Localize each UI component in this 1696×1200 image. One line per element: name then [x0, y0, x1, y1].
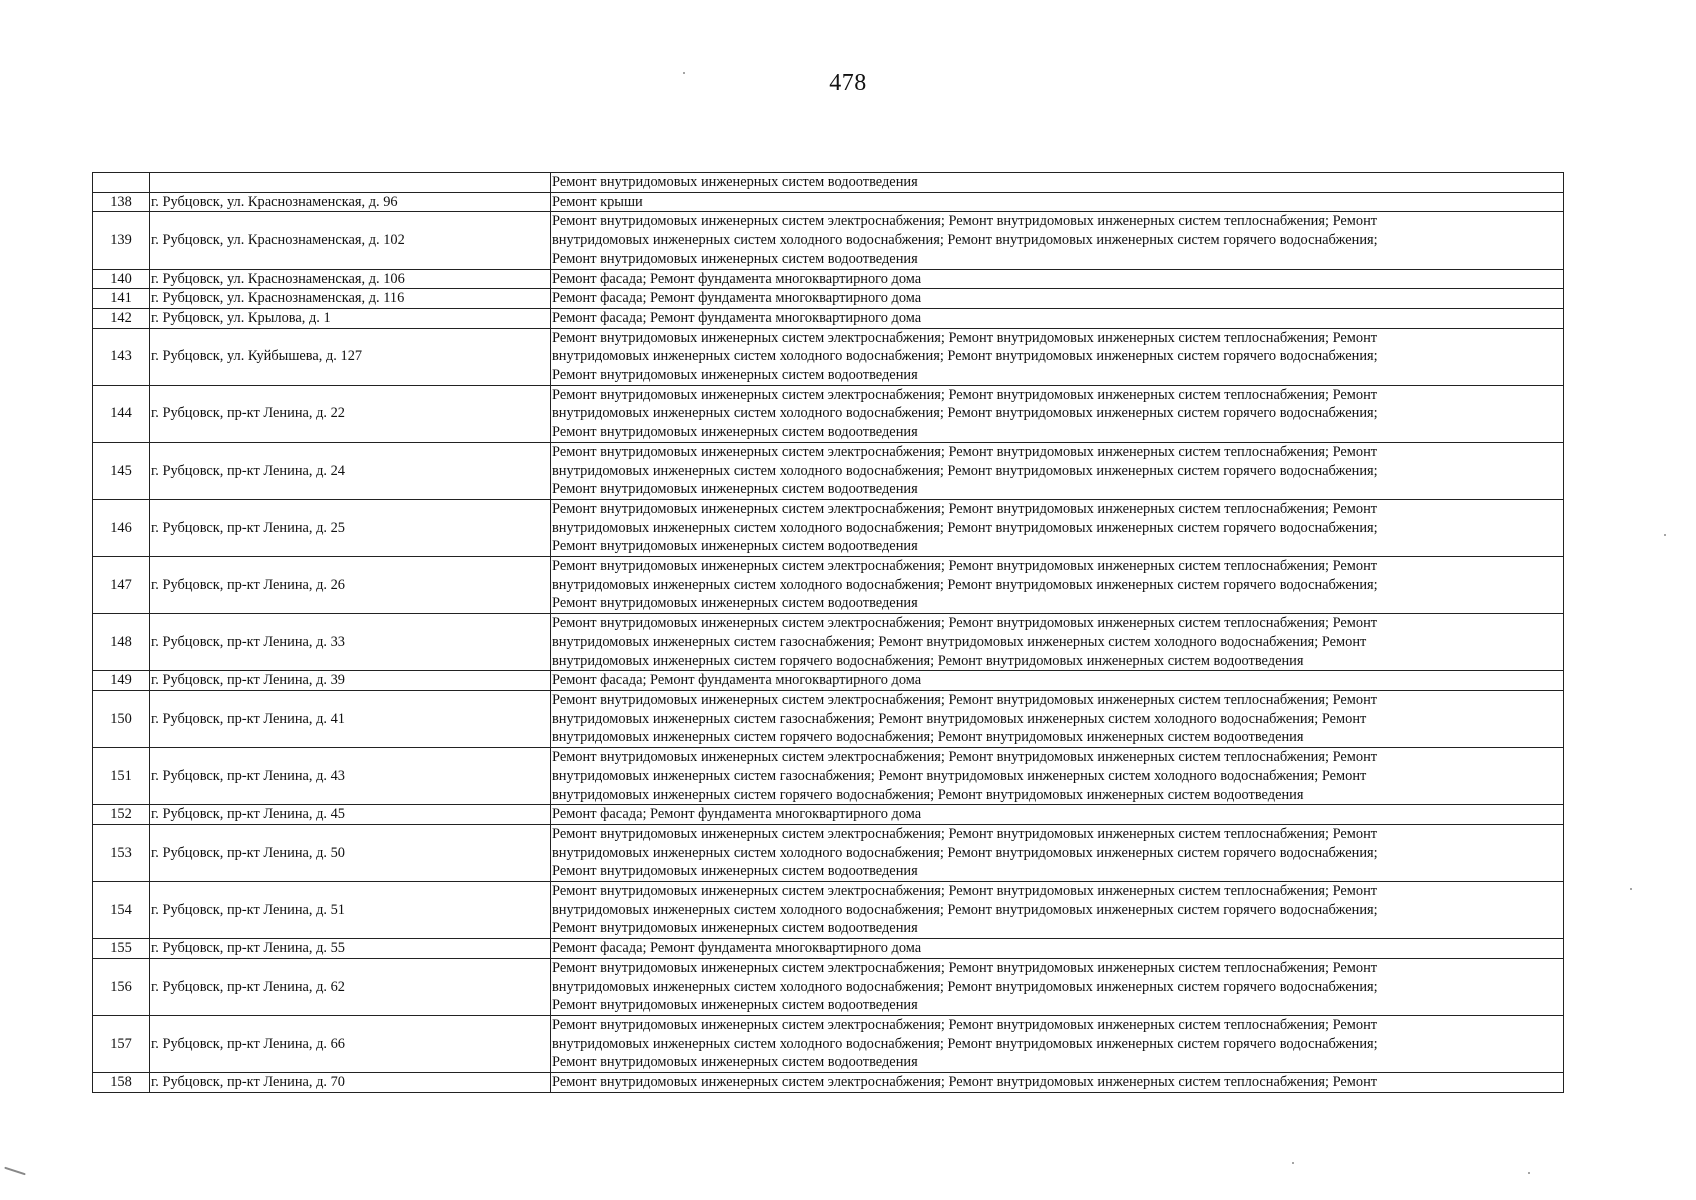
address-cell: г. Рубцовск, ул. Краснознаменская, д. 96 [150, 192, 551, 212]
work-line: Ремонт фасада; Ремонт фундамента многоквартирного дома [552, 309, 922, 326]
table-row [93, 328, 1564, 385]
work-line: Ремонт внутридомовых инженерных систем электроснабжения; Ремонт внутридомовых инженерных систем теплоснабжения; Ремонт [552, 213, 1378, 230]
works-cell [551, 939, 1564, 959]
scan-speck [683, 72, 685, 74]
address-cell: г. Рубцовск, ул. Крылова, д. 1 [150, 308, 551, 328]
row-number-cell: 146 [93, 499, 150, 556]
row-number-cell: 142 [93, 308, 150, 328]
row-number-cell: 153 [93, 824, 150, 881]
work-line: Ремонт внутридомовых инженерных систем электроснабжения; Ремонт внутридомовых инженерных систем теплоснабжения; Ремонт [552, 615, 1378, 632]
work-line: Ремонт внутридомовых инженерных систем электроснабжения; Ремонт внутридомовых инженерных систем теплоснабжения; Ремонт [552, 825, 1378, 842]
work-line: Ремонт внутридомовых инженерных систем водоотведения [552, 367, 918, 384]
address-cell: г. Рубцовск, пр-кт Ленина, д. 43 [150, 748, 551, 805]
table-row [93, 671, 1564, 691]
works-cell [551, 269, 1564, 289]
work-line: внутридомовых инженерных систем холодного водоснабжения; Ремонт внутридомовых инженерных систем горячего водоснабжения; [552, 232, 1378, 249]
row-number-cell: 138 [93, 192, 150, 212]
works-cell [551, 958, 1564, 1015]
table-row [93, 173, 1564, 193]
table-row [93, 614, 1564, 671]
work-line: Ремонт внутридомовых инженерных систем электроснабжения; Ремонт внутридомовых инженерных систем теплоснабжения; Ремонт [552, 1016, 1378, 1033]
table-body [93, 173, 1564, 1093]
page-number: 478 [829, 70, 867, 96]
address-cell: г. Рубцовск, ул. Краснознаменская, д. 116 [150, 289, 551, 309]
works-cell [551, 192, 1564, 212]
work-line: Ремонт внутридомовых инженерных систем водоотведения [552, 997, 918, 1014]
works-cell [551, 499, 1564, 556]
table-row [93, 882, 1564, 939]
work-line: Ремонт внутридомовых инженерных систем водоотведения [552, 250, 918, 267]
work-line: Ремонт крыши [552, 193, 643, 210]
works-cell [551, 671, 1564, 691]
work-line: Ремонт внутридомовых инженерных систем водоотведения [552, 174, 918, 190]
works-cell [551, 308, 1564, 328]
work-line: Ремонт внутридомовых инженерных систем водоотведения [552, 481, 918, 498]
address-cell: г. Рубцовск, пр-кт Ленина, д. 22 [150, 385, 551, 442]
work-line: внутридомовых инженерных систем горячего водоснабжения; Ремонт внутридомовых инженерных систем водоотведения [552, 652, 1304, 669]
work-line: внутридомовых инженерных систем газоснабжения; Ремонт внутридомовых инженерных систем холодного водоснабжения; Ремонт [552, 710, 1367, 727]
table-row [93, 289, 1564, 309]
address-cell: г. Рубцовск, пр-кт Ленина, д. 55 [150, 939, 551, 959]
address-cell [150, 173, 551, 193]
address-cell: г. Рубцовск, пр-кт Ленина, д. 45 [150, 805, 551, 825]
work-line: внутридомовых инженерных систем холодного водоснабжения; Ремонт внутридомовых инженерных систем горячего водоснабжения; [552, 519, 1378, 536]
row-number-cell: 152 [93, 805, 150, 825]
work-line: Ремонт внутридомовых инженерных систем водоотведения [552, 595, 918, 612]
work-line: внутридомовых инженерных систем газоснабжения; Ремонт внутридомовых инженерных систем холодного водоснабжения; Ремонт [552, 633, 1367, 650]
table-row [93, 1015, 1564, 1072]
address-cell: г. Рубцовск, пр-кт Ленина, д. 25 [150, 499, 551, 556]
work-line: внутридомовых инженерных систем холодного водоснабжения; Ремонт внутридомовых инженерных систем горячего водоснабжения; [552, 576, 1378, 593]
table-row [93, 805, 1564, 825]
row-number-cell: 157 [93, 1015, 150, 1072]
table-row [93, 499, 1564, 556]
address-cell: г. Рубцовск, пр-кт Ленина, д. 50 [150, 824, 551, 881]
row-number-cell: 145 [93, 442, 150, 499]
works-cell [551, 805, 1564, 825]
work-line: Ремонт фасада; Ремонт фундамента многоквартирного дома [552, 806, 922, 823]
works-cell [551, 690, 1564, 747]
work-line: Ремонт внутридомовых инженерных систем электроснабжения; Ремонт внутридомовых инженерных систем теплоснабжения; Ремонт [552, 749, 1378, 766]
work-line: Ремонт внутридомовых инженерных систем водоотведения [552, 538, 918, 555]
address-cell: г. Рубцовск, пр-кт Ленина, д. 41 [150, 690, 551, 747]
work-line: Ремонт фасада; Ремонт фундамента многоквартирного дома [552, 940, 922, 957]
work-line: Ремонт внутридомовых инженерных систем водоотведения [552, 863, 918, 880]
table-row [93, 385, 1564, 442]
row-number-cell: 147 [93, 557, 150, 614]
work-line: Ремонт внутридомовых инженерных систем электроснабжения; Ремонт внутридомовых инженерных систем теплоснабжения; Ремонт [552, 443, 1378, 460]
address-cell: г. Рубцовск, пр-кт Ленина, д. 51 [150, 882, 551, 939]
work-line: внутридомовых инженерных систем холодного водоснабжения; Ремонт внутридомовых инженерных систем горячего водоснабжения; [552, 1035, 1378, 1052]
table-row [93, 557, 1564, 614]
row-number-cell: 141 [93, 289, 150, 309]
table-row [93, 212, 1564, 269]
table-row [93, 192, 1564, 212]
address-cell: г. Рубцовск, пр-кт Ленина, д. 33 [150, 614, 551, 671]
work-line: внутридомовых инженерных систем холодного водоснабжения; Ремонт внутридомовых инженерных систем горячего водоснабжения; [552, 348, 1378, 365]
table-row [93, 939, 1564, 959]
repair-works-table [92, 172, 1564, 1093]
work-line: Ремонт внутридомовых инженерных систем электроснабжения; Ремонт внутридомовых инженерных систем теплоснабжения; Ремонт [552, 386, 1378, 403]
row-number-cell: 158 [93, 1073, 150, 1093]
works-cell [551, 173, 1564, 193]
works-cell [551, 882, 1564, 939]
table-row [93, 442, 1564, 499]
table-row [93, 748, 1564, 805]
scan-speck [4, 1167, 26, 1176]
scan-speck [1292, 1162, 1294, 1164]
row-number-cell: 140 [93, 269, 150, 289]
row-number-cell [93, 173, 150, 193]
row-number-cell: 149 [93, 671, 150, 691]
table-row [93, 690, 1564, 747]
address-cell: г. Рубцовск, пр-кт Ленина, д. 26 [150, 557, 551, 614]
work-line: внутридомовых инженерных систем горячего водоснабжения; Ремонт внутридомовых инженерных систем водоотведения [552, 729, 1304, 746]
row-number-cell: 155 [93, 939, 150, 959]
work-line: внутридомовых инженерных систем холодного водоснабжения; Ремонт внутридомовых инженерных систем горячего водоснабжения; [552, 844, 1378, 861]
works-cell [551, 557, 1564, 614]
work-line: Ремонт внутридомовых инженерных систем водоотведения [552, 920, 918, 937]
work-line: Ремонт внутридомовых инженерных систем электроснабжения; Ремонт внутридомовых инженерных систем теплоснабжения; Ремонт [552, 500, 1378, 517]
row-number-cell: 151 [93, 748, 150, 805]
work-line: Ремонт внутридомовых инженерных систем электроснабжения; Ремонт внутридомовых инженерных систем теплоснабжения; Ремонт [552, 558, 1378, 575]
works-cell [551, 212, 1564, 269]
work-line: Ремонт внутридомовых инженерных систем водоотведения [552, 424, 918, 441]
scan-speck [1664, 534, 1666, 536]
row-number-cell: 154 [93, 882, 150, 939]
address-cell: г. Рубцовск, пр-кт Ленина, д. 39 [150, 671, 551, 691]
table-row [93, 308, 1564, 328]
works-cell [551, 442, 1564, 499]
work-line: внутридомовых инженерных систем холодного водоснабжения; Ремонт внутридомовых инженерных систем горячего водоснабжения; [552, 405, 1378, 422]
address-cell: г. Рубцовск, пр-кт Ленина, д. 70 [150, 1073, 551, 1093]
table-row [93, 824, 1564, 881]
work-line: Ремонт фасада; Ремонт фундамента многоквартирного дома [552, 672, 922, 689]
row-number-cell: 148 [93, 614, 150, 671]
work-line: Ремонт внутридомовых инженерных систем электроснабжения; Ремонт внутридомовых инженерных систем теплоснабжения; Ремонт [552, 691, 1378, 708]
work-line: Ремонт фасада; Ремонт фундамента многоквартирного дома [552, 270, 922, 287]
address-cell: г. Рубцовск, пр-кт Ленина, д. 66 [150, 1015, 551, 1072]
work-line: Ремонт внутридомовых инженерных систем электроснабжения; Ремонт внутридомовых инженерных систем теплоснабжения; Ремонт [552, 1074, 1378, 1091]
works-cell [551, 748, 1564, 805]
work-line: Ремонт внутридомовых инженерных систем электроснабжения; Ремонт внутридомовых инженерных систем теплоснабжения; Ремонт [552, 883, 1378, 900]
work-line: Ремонт внутридомовых инженерных систем электроснабжения; Ремонт внутридомовых инженерных систем теплоснабжения; Ремонт [552, 329, 1378, 346]
work-line: внутридомовых инженерных систем горячего водоснабжения; Ремонт внутридомовых инженерных систем водоотведения [552, 786, 1304, 803]
work-line: внутридомовых инженерных систем холодного водоснабжения; Ремонт внутридомовых инженерных систем горячего водоснабжения; [552, 901, 1378, 918]
work-line: внутридомовых инженерных систем холодного водоснабжения; Ремонт внутридомовых инженерных систем горячего водоснабжения; [552, 978, 1378, 995]
scan-speck [1630, 888, 1632, 890]
table-row [93, 269, 1564, 289]
work-line: внутридомовых инженерных систем холодного водоснабжения; Ремонт внутридомовых инженерных систем горячего водоснабжения; [552, 462, 1378, 479]
work-line: Ремонт фасада; Ремонт фундамента многоквартирного дома [552, 290, 922, 307]
row-number-cell: 150 [93, 690, 150, 747]
works-cell [551, 1015, 1564, 1072]
address-cell: г. Рубцовск, ул. Краснознаменская, д. 102 [150, 212, 551, 269]
row-number-cell: 143 [93, 328, 150, 385]
row-number-cell: 144 [93, 385, 150, 442]
works-cell [551, 824, 1564, 881]
work-line: Ремонт внутридомовых инженерных систем водоотведения [552, 1054, 918, 1071]
row-number-cell: 139 [93, 212, 150, 269]
works-cell [551, 614, 1564, 671]
works-cell [551, 289, 1564, 309]
works-cell [551, 328, 1564, 385]
works-cell [551, 385, 1564, 442]
row-number-cell: 156 [93, 958, 150, 1015]
scan-speck [1528, 1172, 1530, 1174]
address-cell: г. Рубцовск, пр-кт Ленина, д. 62 [150, 958, 551, 1015]
address-cell: г. Рубцовск, пр-кт Ленина, д. 24 [150, 442, 551, 499]
table-row [93, 958, 1564, 1015]
work-line: внутридомовых инженерных систем газоснабжения; Ремонт внутридомовых инженерных систем холодного водоснабжения; Ремонт [552, 767, 1367, 784]
works-cell [551, 1073, 1564, 1093]
address-cell: г. Рубцовск, ул. Куйбышева, д. 127 [150, 328, 551, 385]
table-row [93, 1073, 1564, 1093]
work-line: Ремонт внутридомовых инженерных систем электроснабжения; Ремонт внутридомовых инженерных систем теплоснабжения; Ремонт [552, 959, 1378, 976]
address-cell: г. Рубцовск, ул. Краснознаменская, д. 106 [150, 269, 551, 289]
